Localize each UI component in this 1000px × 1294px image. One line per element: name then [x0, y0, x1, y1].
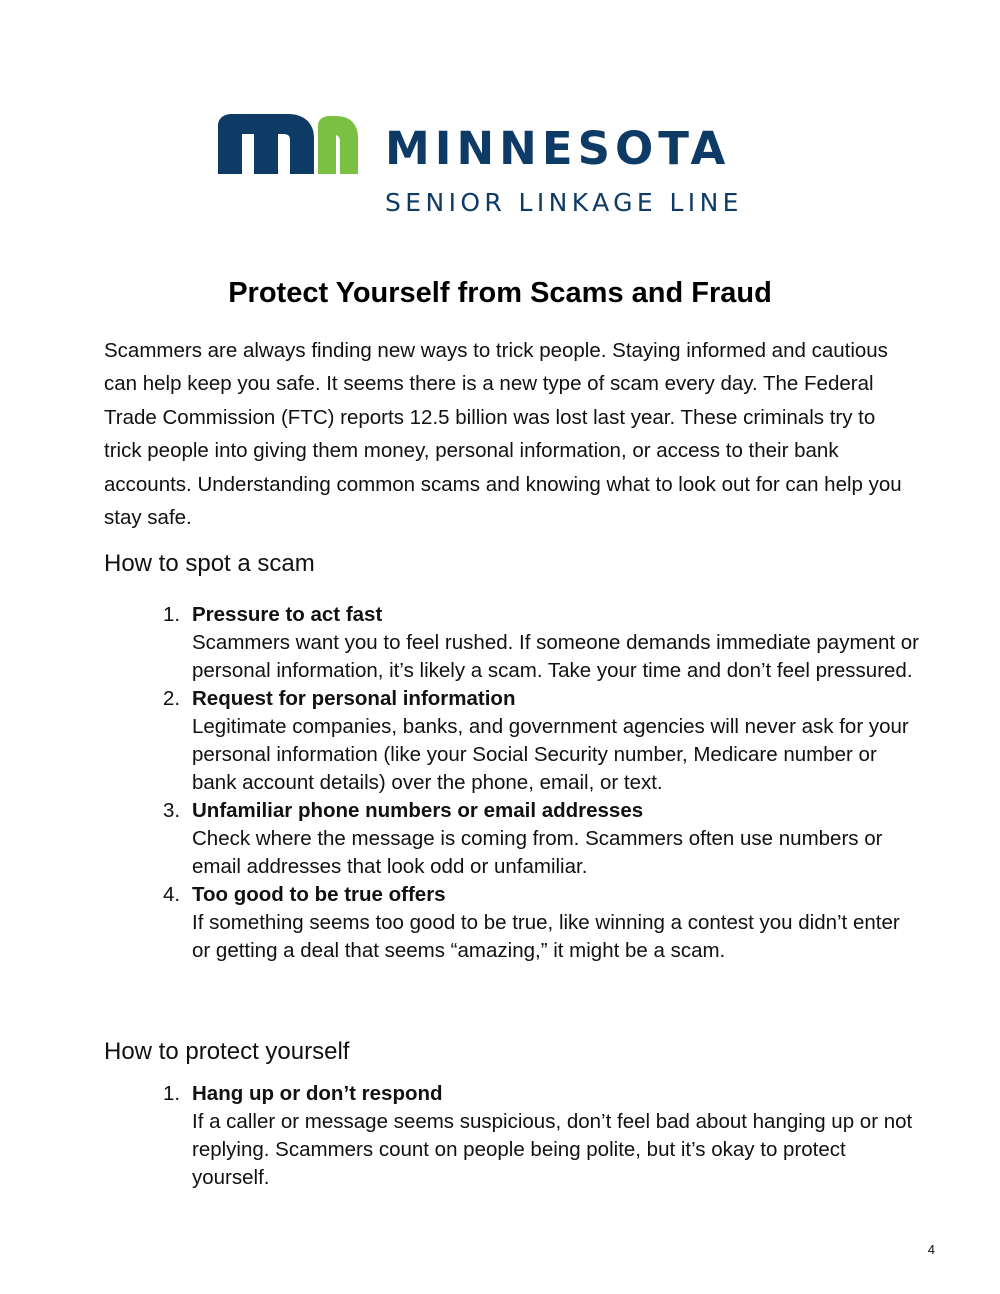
list-item-title: Request for personal information: [192, 687, 516, 710]
list-item-title: Too good to be true offers: [192, 883, 446, 906]
list-item-body: Check where the message is coming from. Scammers often use numbers or email addresses that look odd or unfamiliar.: [192, 827, 883, 878]
list-item: [163, 881, 923, 965]
minnesota-senior-linkage-line-logo: [218, 112, 788, 222]
intro-paragraph: Scammers are always finding new ways to trick people. Staying informed and cautious can help keep you safe. It seems there is a new type of scam every day. The Federal Trade Commission (FTC) reports 12.5 billion was lost last year. These criminals try to trick people into giving them money, personal information, or access to their bank accounts. Understanding common scams and knowing what to look out for can help you stay safe.: [104, 339, 902, 530]
logo-state-name: MINNESOTA: [385, 122, 731, 175]
logo-program-name: SENIOR LINKAGE LINE: [385, 188, 743, 217]
list-item-number: 4.: [163, 883, 181, 906]
list-item-body: Scammers want you to feel rushed. If someone demands immediate payment or personal information, it’s likely a scam. Take your time and don’t feel pressured.: [192, 631, 919, 682]
list-item-title: Pressure to act fast: [192, 603, 383, 626]
page-title: Protect Yourself from Scams and Fraud: [228, 277, 772, 309]
page-number: 4: [927, 1242, 935, 1257]
list-item: [163, 1080, 923, 1192]
spot-scam-list: [163, 601, 923, 965]
protect-yourself-heading: How to protect yourself: [104, 1038, 350, 1065]
list-item-number: 1.: [163, 603, 181, 626]
list-item-number: 2.: [163, 687, 181, 710]
protect-yourself-list: [163, 1080, 923, 1192]
spot-scam-heading: How to spot a scam: [104, 550, 315, 577]
list-item-number: 1.: [163, 1082, 181, 1105]
list-item-body: If a caller or message seems suspicious, don’t feel bad about hanging up or not replying. Scammers count on people being polite, but it’s okay to protect yourself.: [192, 1110, 913, 1189]
list-item: [163, 797, 923, 881]
list-item: [163, 601, 923, 685]
list-item-body: Legitimate companies, banks, and government agencies will never ask for your personal information (like your Social Security number, Medicare number or bank account details) over the phone, email, or text.: [192, 715, 909, 794]
mn-logo-mark-icon: [218, 112, 358, 174]
list-item-title: Hang up or don’t respond: [192, 1082, 443, 1105]
list-item: [163, 685, 923, 797]
list-item-number: 3.: [163, 799, 181, 822]
list-item-title: Unfamiliar phone numbers or email addresses: [192, 799, 644, 822]
list-item-body: If something seems too good to be true, like winning a contest you didn’t enter or getting a deal that seems “amazing,” it might be a scam.: [192, 911, 900, 962]
